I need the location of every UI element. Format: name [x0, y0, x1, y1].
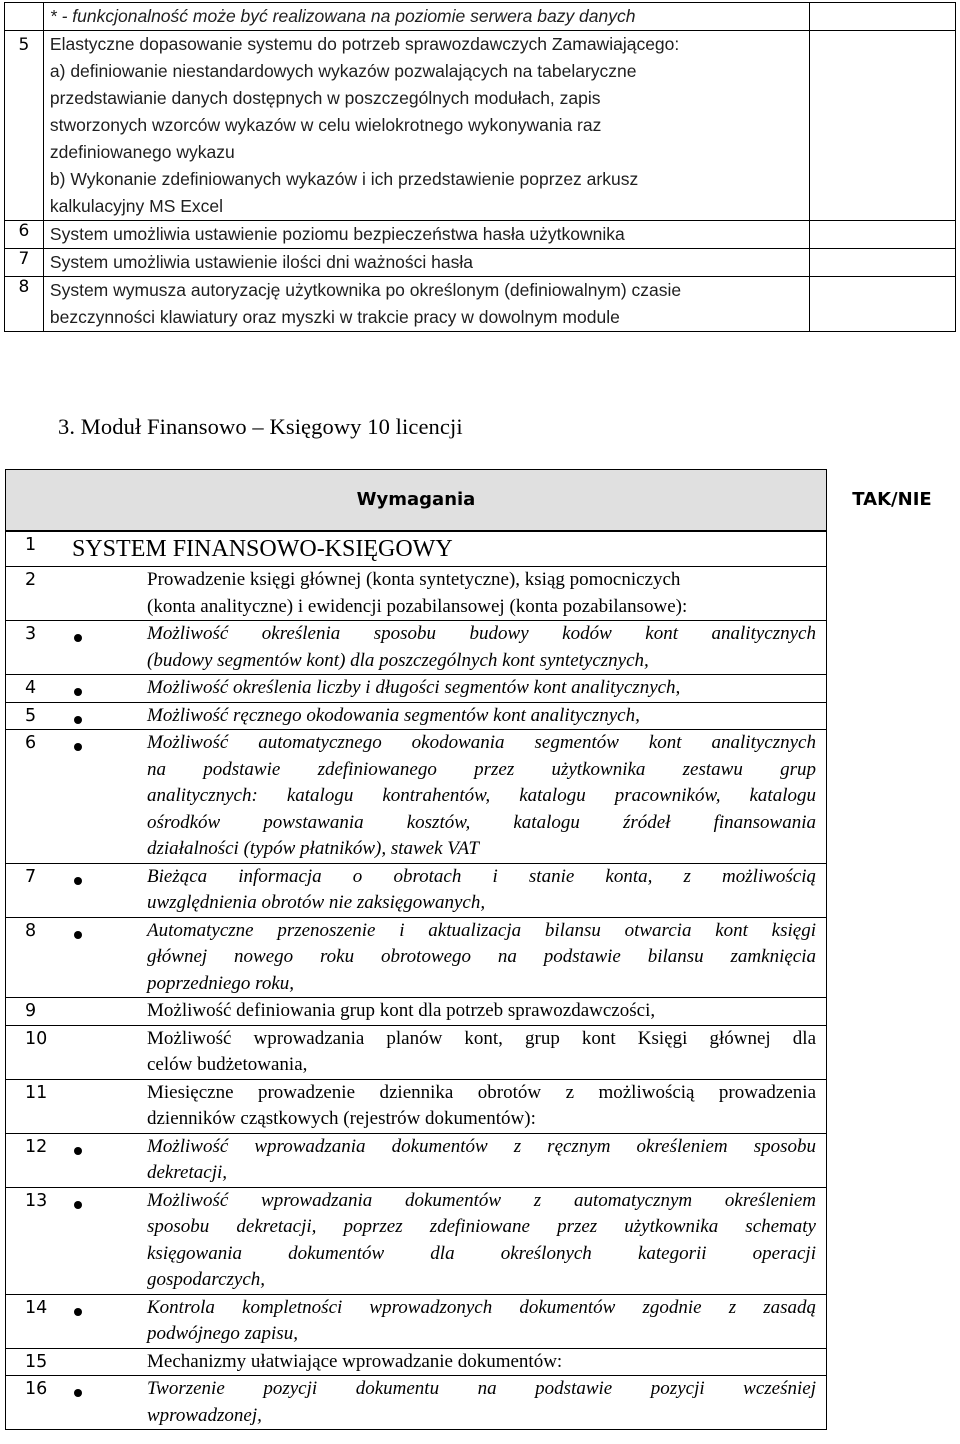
row-description: Możliwość określenia liczby i długości segmentów kont analitycznych,	[62, 675, 827, 703]
row-number: 16	[25, 1379, 48, 1399]
status-cell	[810, 221, 956, 249]
row-number: 2	[25, 570, 37, 590]
bullet-icon	[74, 716, 82, 724]
row-description: System wymusza autoryzację użytkownika po określonym (definiowalnym) czasie bezczynności klawiatury oraz myszki w trakcie pracy w dowolnym module	[43, 277, 810, 332]
row-number: 7	[25, 866, 37, 887]
row-number: 13	[25, 1190, 48, 1211]
table-row	[6, 1376, 827, 1430]
table-row	[5, 221, 956, 249]
bullet-icon	[74, 634, 82, 642]
status-cell	[810, 277, 956, 332]
row-description: Możliwość wprowadzania dokumentów z automatycznym określeniem sposobu dekretacji, poprzez zdefiniowane przez użytkownika schematy księgowania dokumentów dla określonych kategorii operacji gospodarczych,	[62, 1187, 827, 1294]
row-number: 10	[25, 1028, 48, 1049]
table-row	[6, 998, 827, 1026]
row-description: Miesięczne prowadzenie dziennika obrotów z możliwością prowadzenia dzienników cząstkowych (rejestrów dokumentów):	[62, 1079, 827, 1133]
row-number: 8	[25, 920, 37, 941]
status-cell	[810, 249, 956, 277]
table-row	[6, 532, 827, 567]
table-header	[5, 469, 956, 531]
row-description: Elastyczne dopasowanie systemu do potrzeb sprawozdawczych Zamawiającego: a) definiowanie niestandardowych wykazów pozwalających na tabelaryczne przedstawianie danych dostępnych w poszczególnych modułach, zapis stworzonych wzorców wykazów w celu wielokrotnego wykonywania raz zdefiniowanego wykazu b) Wykonanie zdefiniowanych wykazów i ich przedstawienie poprzez arkusz kalkulacyjny MS Excel	[43, 31, 810, 221]
row-number: 6	[25, 733, 37, 753]
row-description: Prowadzenie księgi głównej (konta syntetyczne), ksiąg pomocniczych (konta analityczne) i ewidencji pozabilansowej (konta pozabilansowe):	[62, 567, 827, 621]
requirements-table-continued	[4, 2, 956, 332]
bullet-icon	[74, 877, 82, 885]
row-description: Kontrola kompletności wprowadzonych dokumentów zgodnie z zasadą podwójnego zapisu,	[62, 1294, 827, 1348]
table-row	[6, 1025, 827, 1079]
row-description: Automatyczne przenoszenie i aktualizacja bilansu otwarcia kont księgi głównej nowego roku obrotowego na podstawie bilansu zamknięcia poprzedniego roku,	[62, 917, 827, 998]
table-row	[6, 621, 827, 675]
table-row	[5, 3, 956, 31]
table-row	[5, 277, 956, 332]
table-row	[6, 1079, 827, 1133]
table-row	[5, 249, 956, 277]
row-description: Możliwość wprowadzania dokumentów z ręcznym określeniem sposobu dekretacji,	[62, 1133, 827, 1187]
table-row	[6, 730, 827, 864]
row-description: SYSTEM FINANSOWO-KSIĘGOWY	[62, 532, 827, 567]
table-row	[6, 1294, 827, 1348]
row-number: 11	[25, 1082, 48, 1103]
row-description: Bieżąca informacja o obrotach i stanie konta, z możliwością uwzględnienia obrotów nie zaksięgowanych,	[62, 863, 827, 917]
table-row	[6, 917, 827, 998]
bullet-icon	[74, 1201, 82, 1209]
row-number: 3	[25, 624, 37, 644]
row-description: Tworzenie pozycji dokumentu na podstawie pozycji wcześniej wprowadzonej,	[62, 1376, 827, 1430]
table-row	[6, 675, 827, 703]
status-cell	[810, 31, 956, 221]
header-yes-no: TAK/NIE	[852, 489, 932, 510]
table-row	[6, 1187, 827, 1294]
row-number: 5	[25, 705, 37, 726]
section-heading: 3. Moduł Finansowo – Księgowy 10 licencji	[58, 414, 463, 439]
bullet-icon	[74, 1308, 82, 1316]
footnote: * - funkcjonalność może być realizowana na poziomie serwera bazy danych	[49, 6, 636, 26]
table-row	[6, 863, 827, 917]
row-number: 6	[5, 221, 44, 249]
row-description: Możliwość ręcznego okodowania segmentów kont analitycznych,	[62, 702, 827, 730]
bullet-icon	[74, 1147, 82, 1155]
table-row	[6, 567, 827, 621]
table-row	[5, 31, 956, 221]
row-number: 8	[5, 277, 44, 332]
table-row	[6, 702, 827, 730]
row-number: 1	[25, 535, 37, 555]
bullet-icon	[74, 743, 82, 751]
row-number: 7	[5, 249, 44, 277]
bullet-icon	[74, 688, 82, 696]
row-number: 4	[25, 678, 37, 698]
row-description: Możliwość definiowania grup kont dla potrzeb sprawozdawczości,	[62, 998, 827, 1026]
row-number: 15	[25, 1351, 48, 1372]
bullet-icon	[74, 1389, 82, 1397]
row-description: Mechanizmy ułatwiające wprowadzanie dokumentów:	[62, 1348, 827, 1376]
module-requirements-table	[5, 531, 827, 1430]
row-description: System umożliwia ustawienie ilości dni ważności hasła	[43, 249, 810, 277]
bullet-icon	[74, 931, 82, 939]
row-number: 12	[25, 1136, 48, 1157]
row-number: 5	[5, 31, 44, 221]
table-row	[6, 1348, 827, 1376]
row-description: System umożliwia ustawienie poziomu bezpieczeństwa hasła użytkownika	[43, 221, 810, 249]
row-number: 9	[25, 1001, 37, 1021]
row-number: 14	[25, 1297, 48, 1318]
table-row	[6, 1133, 827, 1187]
row-description: Możliwość automatycznego okodowania segmentów kont analitycznych na podstawie zdefiniowanego przez użytkownika zestawu grup analitycznych: katalogu kontrahentów, katalogu pracowników, katalogu ośrodków powstawania kosztów, katalogu źródeł finansowania działalności (typów płatników), stawek VAT	[62, 730, 827, 864]
row-description: Możliwość wprowadzania planów kont, grup kont Księgi głównej dla celów budżetowania,	[62, 1025, 827, 1079]
status-cell	[810, 3, 956, 31]
row-description: Możliwość określenia sposobu budowy kodów kont analitycznych (budowy segmentów kont) dla poszczególnych kont syntetycznych,	[62, 621, 827, 675]
header-requirements: Wymagania	[356, 489, 476, 510]
